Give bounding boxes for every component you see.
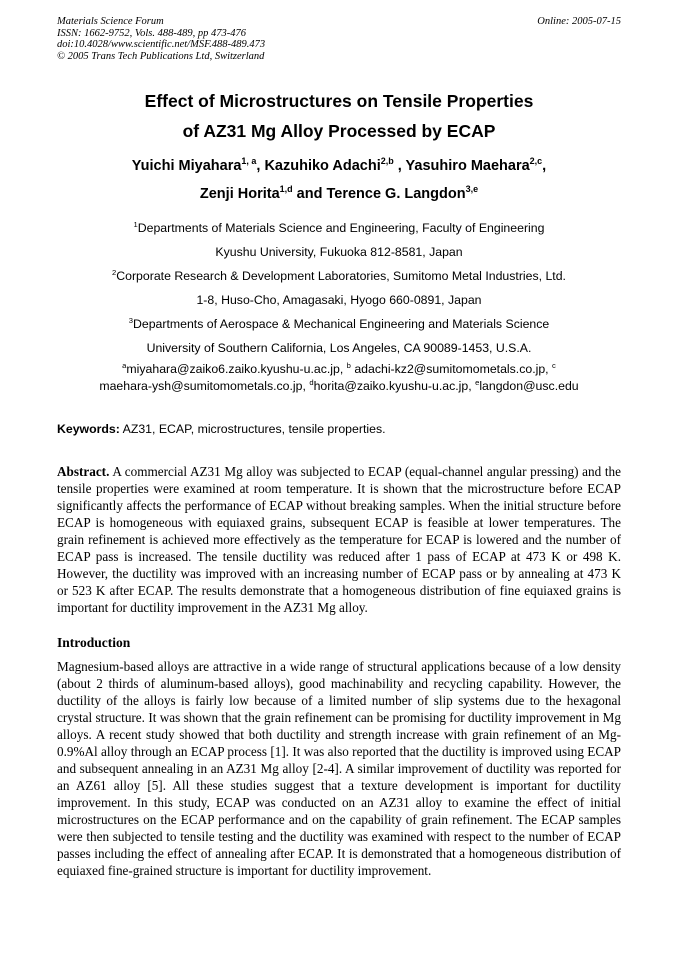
title-line-1: Effect of Microstructures on Tensile Properties bbox=[144, 91, 534, 112]
email-line-2: maehara-ysh@sumitomometals.co.jp, $^d$horita@zaiko.kyushu-u.ac.jp, $^e$langdon@usc.edu bbox=[99, 378, 579, 394]
abstract-label: Abstract. bbox=[57, 464, 110, 480]
authors-line-2: Zenji Horita$^{1,d}$ and Terence G. Langdon$^{3,e}$ bbox=[199, 184, 479, 203]
journal-copyright-line: © 2005 Trans Tech Publications Ltd, Switzerland bbox=[57, 50, 265, 62]
introduction-heading: Introduction bbox=[57, 635, 131, 651]
journal-header bbox=[57, 16, 621, 62]
author-emails bbox=[57, 361, 621, 395]
affiliation-line: Kyushu University, Fukuoka 812-8581, Japan bbox=[215, 245, 463, 260]
email-line-1: $^a$miyahara@zaiko6.zaiko.kyushu-u.ac.jp, $^b$ adachi-kz2@sumitomometals.co.jp, $^c$ bbox=[122, 361, 556, 377]
online-date: Online: 2005-07-15 bbox=[537, 16, 621, 27]
keywords-label: Keywords: bbox=[57, 422, 120, 437]
journal-name: Materials Science Forum bbox=[57, 16, 164, 27]
journal-info bbox=[57, 16, 265, 62]
abstract-paragraph bbox=[57, 463, 621, 616]
journal-issn-line: ISSN: 1662-9752, Vols. 488-489, pp 473-476 bbox=[57, 27, 246, 39]
journal-doi-line: doi:10.4028/www.scientific.net/MSF.488-489.473 bbox=[57, 39, 266, 51]
affiliations bbox=[57, 216, 621, 360]
affiliation-line: $^1$Departments of Materials Science and Engineering, Faculty of Engineering bbox=[133, 220, 545, 236]
paper-title bbox=[57, 86, 621, 146]
keywords-line bbox=[57, 421, 621, 437]
introduction-paragraph: Magnesium-based alloys are attractive in a wide range of structural applications because of a low density (about 2 thirds of aluminum-based alloys), good machinability and recycling capability. However, the ductility of the alloys is fairly low because of a limited number of slip systems due to the hexagonal crystal structure. It was shown that the grain refinement can be promising for ductility improvement in Mg alloys. A recent study showed that both ductility and strength increase with grain refinement of an Mg-0.9%Al alloy through an ECAP process [1]. It was also reported that the ductility is improved using ECAP and subsequent annealing in an AZ31 Mg alloy [2-4]. A similar improvement of ductility was reported for an AZ61 alloy [5]. All these studies suggest that a texture development is important for ductility improvement. In this study, ECAP was conducted on an AZ31 alloy to examine the effect of initial microstructures on the ECAP performance and on the capability of grain refinement. The ECAP samples were then subjected to tensile testing and the ductility was examined with respect to the number of ECAP passes including the effect of annealing after ECAP. It is demonstrated that a homogeneous distribution of equiaxed fine-grained structure is important for ductility improvement. bbox=[57, 659, 621, 879]
author-list bbox=[57, 152, 621, 208]
abstract-text: A commercial AZ31 Mg alloy was subjected to ECAP (equal-channel angular pressing) and the tensile properties were examined at room temperature. It is shown that the microstructure before ECAP significantly affects the performance of ECAP without breaking samples. When the initial structure before ECAP is homogeneous with equiaxed grains, subsequent ECAP is feasible at lower temperatures. The grain refinement is achieved more effectively as the temperature for ECAP is lowered and the number of ECAP pass is increased. The tensile ductility was reduced after 1 pass of ECAP at 473 K or 498 K. However, the ductility was improved with an increasing number of ECAP pass or by annealing at 473 K or 523 K after ECAP. The results demonstrate that a homogeneous distribution of fine equiaxed grains is important for ductility improvement in the AZ31 Mg alloy. bbox=[57, 464, 621, 616]
keywords-text: AZ31, ECAP, microstructures, tensile properties. bbox=[119, 422, 386, 437]
authors-line-1: Yuichi Miyahara$^{1, a}$, Kazuhiko Adachi$^{2,b}$ , Yasuhiro Maehara$^{2,c}$, bbox=[131, 156, 547, 175]
affiliation-line: $^2$Corporate Research & Development Laboratories, Sumitomo Metal Industries, Ltd. bbox=[112, 268, 566, 284]
title-line-2: of AZ31 Mg Alloy Processed by ECAP bbox=[182, 121, 496, 142]
affiliation-line: 1-8, Huso-Cho, Amagasaki, Hyogo 660-0891, Japan bbox=[196, 293, 482, 308]
affiliation-line: University of Southern California, Los Angeles, CA 90089-1453, U.S.A. bbox=[146, 341, 532, 356]
affiliation-line: $^3$Departments of Aerospace & Mechanical Engineering and Materials Science bbox=[128, 316, 550, 332]
